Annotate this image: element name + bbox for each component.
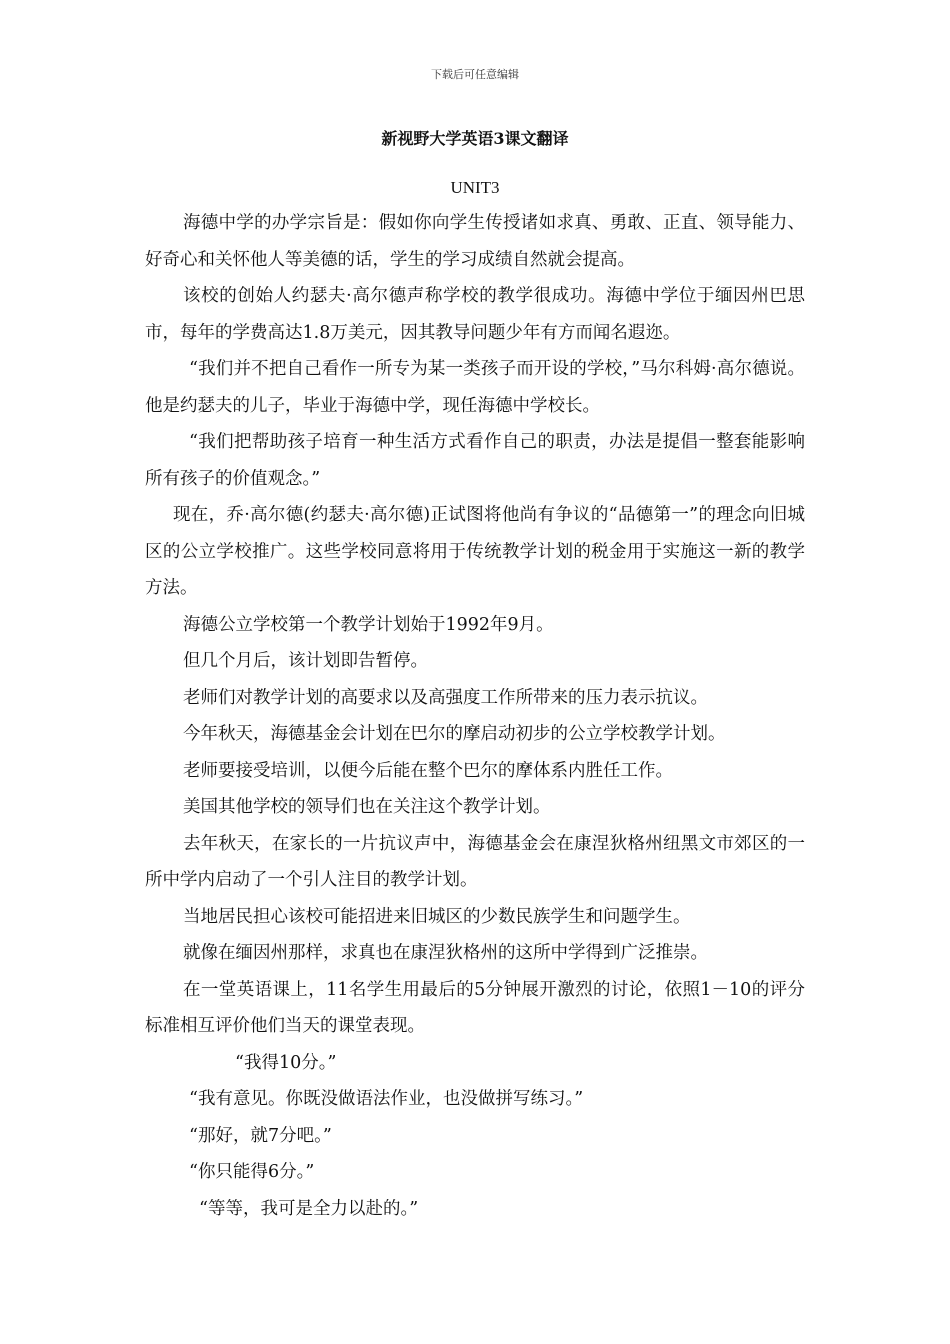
paragraph: 海德中学的办学宗旨是：假如你向学生传授诸如求真、勇敢、正直、领导能力、好奇心和关怀他人等美德的话，学生的学习成绩自然就会提高。 bbox=[145, 213, 805, 270]
dialogue-line: “那好，就7分吧。” bbox=[189, 1125, 332, 1146]
paragraph: 当地居民担心该校可能招进来旧城区的少数民族学生和问题学生。 bbox=[183, 906, 691, 927]
document-body bbox=[145, 205, 805, 1227]
paragraph: 海德公立学校第一个教学计划始于1992年9月。 bbox=[183, 614, 554, 635]
dialogue-line: “我得10分。” bbox=[235, 1052, 337, 1073]
paragraph: 该校的创始人约瑟夫·高尔德声称学校的教学很成功。海德中学位于缅因州巴思市，每年的学费高达1.8万美元，因其教导问题少年有方而闻名遐迩。 bbox=[145, 286, 805, 343]
paragraph: 在一堂英语课上，11名学生用最后的5分钟展开激烈的讨论，依照1－10的评分标准相互评价他们当天的课堂表现。 bbox=[145, 979, 805, 1036]
paragraph: 就像在缅因州那样，求真也在康涅狄格州的这所中学得到广泛推崇。 bbox=[183, 943, 708, 963]
dialogue-line: “我有意见。你既没做语法作业，也没做拼写练习。” bbox=[189, 1089, 584, 1109]
dialogue-line: “你只能得6分。” bbox=[189, 1162, 315, 1182]
paragraph: 老师们对教学计划的高要求以及高强度工作所带来的压力表示抗议。 bbox=[183, 687, 708, 708]
paragraph: “我们并不把自己看作一所专为某一类孩子而开设的学校，”马尔科姆·高尔德说。他是约瑟夫的儿子，毕业于海德中学，现任海德中学校长。 bbox=[145, 359, 805, 416]
document-title: 新视野大学英语3课文翻译 bbox=[381, 129, 569, 148]
paragraph: “我们把帮助孩子培育一种生活方式看作自己的职责，办法是提倡一整套能影响所有孩子的价值观念。” bbox=[145, 432, 805, 489]
paragraph: 美国其他学校的领导们也在关注这个教学计划。 bbox=[183, 797, 551, 817]
paragraph: 现在，乔·高尔德(约瑟夫·高尔德)正试图将他尚有争议的“品德第一”的理念向旧城区的公立学校推广。这些学校同意将用于传统教学计划的税金用于实施这一新的教学方法。 bbox=[145, 505, 805, 598]
dialogue-line: “等等，我可是全力以赴的。” bbox=[199, 1198, 419, 1219]
page-header-note: 下载后可任意编辑 bbox=[431, 68, 519, 81]
paragraph: 去年秋天，在家长的一片抗议声中，海德基金会在康涅狄格州纽黑文市郊区的一所中学内启动了一个引人注目的教学计划。 bbox=[145, 833, 805, 890]
paragraph: 今年秋天，海德基金会计划在巴尔的摩启动初步的公立学校教学计划。 bbox=[183, 724, 726, 744]
paragraph: 但几个月后，该计划即告暂停。 bbox=[183, 651, 428, 671]
paragraph: 老师要接受培训，以便今后能在整个巴尔的摩体系内胜任工作。 bbox=[183, 760, 673, 781]
unit-heading: UNIT3 bbox=[450, 178, 500, 197]
